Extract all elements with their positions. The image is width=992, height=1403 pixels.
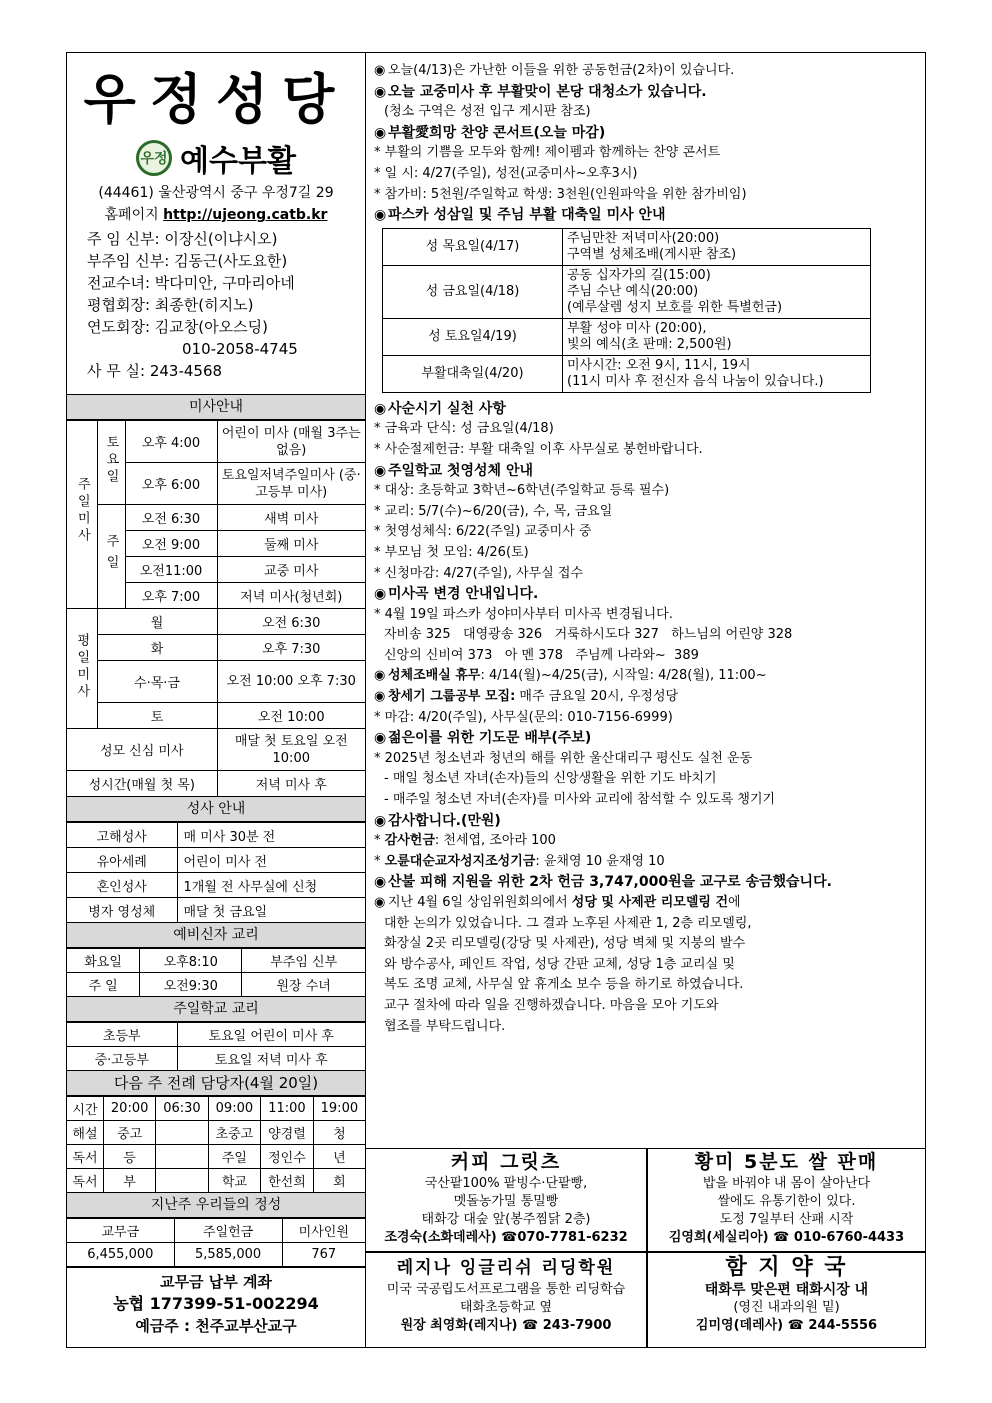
mass-title: 미사안내 bbox=[67, 395, 365, 420]
catechumen-table: 화요일 오후8:10 부주임 신부 주 일 오전9:30 원장 수녀 bbox=[67, 948, 365, 997]
weekday-mass-label: 평일미사 bbox=[67, 609, 97, 729]
staff-row: 사 무 실: 243-4568 bbox=[87, 362, 223, 380]
ad-coffee: 커피 그릿츠 국산팥100% 팥빙수·단팥빵, 멧돌농가밀 통밀빵 태화강 대숲 앞(봉주찜닭 2층) 조경숙(소화데레사) ☎070-7781-6232 bbox=[384, 1151, 628, 1245]
duty-row: 독서 부 학교 한선희 회 bbox=[67, 1169, 365, 1193]
staff-row: 전교수녀: 박다미안, 구마리아네 bbox=[87, 274, 295, 292]
theme-title: 예수부활 bbox=[180, 144, 296, 179]
sacrament-row: 유아세례 어린이 미사 전 bbox=[67, 848, 365, 873]
notice-offering: 오늘(4/13)은 가난한 이들을 위한 공동헌금(2차)이 있습니다. bbox=[388, 63, 735, 78]
staff-row: 연도회장: 김교창(아오스딩) bbox=[87, 318, 268, 336]
sacrament-title: 성사 안내 bbox=[67, 797, 365, 822]
staff-row: 주 임 신부: 이장신(이냐시오) bbox=[87, 230, 278, 248]
catechumen-title: 예비신자 교리 bbox=[67, 923, 365, 948]
sacrament-row: 고해성사 매 미사 30분 전 bbox=[67, 823, 365, 848]
mass-table: 주일미사 토요일 오후 4:00 어린이 미사 (매월 3주는 없음) 오후 6:00 토요일저녁주일미사 (중·고등부 미사) 주일 오전 6:30 새벽 미사 오전 9:00 둘째 미사 오전11:00 교중 미사 오후 7:00 저녁 미사(청년회) 평일미사 월 오전 6:30 화 오후 7:30 수·목·금 오전 10:00 오후 7:30 토 오전 10:00 성모 신심 미사 매달 첫 토요일 오전 10:00 성시간(매월 첫 목) 저녁 미사 후 bbox=[67, 420, 365, 797]
sunday-school-table: 초등부 토요일 어린이 미사 후 중·고등부 토요일 저녁 미사 후 bbox=[67, 1022, 365, 1071]
ad-rice: 황미 5분도 쌀 판매 밥을 바꿔야 내 몸이 살아난다 쌀에도 유통기한이 있다. 도정 7일부터 산패 시작 김영희(세실리아) ☎ 010-6760-4433 bbox=[668, 1151, 905, 1245]
account-box: 교무금 납부 계좌 농협 177399-51-002294 예금주 : 천주교부산교구 bbox=[67, 1267, 365, 1337]
homepage-link[interactable]: http://ujeong.catb.kr bbox=[163, 207, 328, 223]
offering-table: 교무금 주일헌금 미사인원 6,455,000 5,585,000 767 bbox=[67, 1218, 365, 1267]
sacrament-row: 병자 영성체 매달 첫 금요일 bbox=[67, 898, 365, 923]
notices-column: ◉ 오늘(4/13)은 가난한 이들을 위한 공동헌금(2차)이 있습니다. ◉ 오늘 교중미사 후 부활맞이 본당 대청소가 있습니다. (청소 구역은 성전 입구 게시판 참조) ◉ 부활愛희망 찬양 콘서트(오늘 마감) * 부활의 기쁨을 모두와 함께! 제이펨과 함께하는 찬양 콘서트 * 일 시: 4/27(주일), 성전(교중미사~오후3시) * 참가비: 5천원/주일학교 학생: 3천원(인원파악을 위한 참가비임) ◉ 파스카 성삼일 및 주님 부활 대축일 미사 안내 성 목요일(4/17) 주님만찬 저녁미사(20:00) 구역별 성체조배(게시판 참조) 성 금요일(4/18) 공동 십자가의 길(15:00) 주님 수난 예식(20:00) (예루살렘 성지 보호를 위한 특별헌금) 성 토요일4/19) 부활 성야 미사 (20:00), 빛의 예식(초 판매: 2,500원) 부활대축일(4/20) 미사시간: 오전 9시, 11시, 19시 (11시 미사 후 전신자 음식 나눔이 있습니다.) ◉ 사순시기 실천 사항 * 금육과 단식: 성 금요일(4/18) * 사순절제헌금: 부활 대축일 이후 사무실로 봉헌바랍니다. ◉ 주일학교 첫영성체 안내 * 대상: 초등학교 3학년~6학년(주일학교 등록 필수) * 교리: 5/7(수)~6/20(금), 수, 목, 금요일 * 첫영성체식: 6/22(주일) 교중미사 중 * 부모님 첫 모임: 4/26(토) * 신청마감: 4/27(주일), 사무실 접수 ◉ 미사곡 변경 안내입니다. * 4월 19일 파스카 성야미사부터 미사곡 변경됩니다. 자비송 325 대영광송 326 거룩하시도다 327 하느님의 어린양 328 신앙의 신비여 373 아 멘 378 주님께 나라와~ 389 ◉ 성체조배실 휴무: 4/14(월)~4/25(금), 시작일: 4/28(월), 11:00~ ◉ 창세기 그룹공부 모집: 매주 금요일 20시, 우정성당 * 마감: 4/20(주일), 사무실(문의: 010-7156-6999) ◉ 젊은이를 위한 기도문 배부(주보) * 2025년 청소년과 청년의 해를 위한 울산대리구 평신도 실천 운동 - 매일 청소년 자녀(손자)들의 신앙생활을 위한 기도 바치기 - 매주일 청소년 자녀(손자)를 미사와 교리에 참석할 수 있도록 챙기기 ◉ 감사합니다.(만원) * 감사헌금: 천세엽, 조아라 100 * 오륜대순교자성지조성기금: 윤채영 10 윤재영 10 ◉ 산불 피해 지원을 위한 2차 헌금 3,747,000원을 교구로 송금했습니다. ◉ 지난 4월 6일 상임위원회의에서 성당 및 사제관 리모델링 건에 대한 논의가 있었습니다. 그 결과 노후된 사제관 1, 2층 리모델링, 화장실 2곳 리모델링(강당 및 사제관), 성당 벽체 및 지붕의 발수 와 방수공사, 페인트 작업, 성당 간판 교체, 성당 1층 교리실 및 복도 조명 교체, 사무실 앞 휴게소 보수 등을 하기로 하였습니다. 교구 절차에 따라 일을 진행하겠습니다. 마음을 모아 기도와 협조를 부탁드립니다. bbox=[366, 53, 926, 1148]
offering-title: 지난주 우리들의 정성 bbox=[67, 1193, 365, 1218]
staff-row: 평협회장: 최종한(히지노) bbox=[87, 296, 254, 314]
sacrament-table bbox=[67, 822, 365, 923]
ad-english: 레지나 잉글리쉬 리딩학원 미국 국공립도서프로그램을 통한 리딩학습 태화초등학교 옆 원장 최영화(레지나) ☎ 243-7900 bbox=[386, 1258, 626, 1333]
left-column bbox=[67, 53, 366, 1347]
ad-pharmacy: 함 지 약 국 태화루 맞은편 태화시장 내 (영진 내과의원 밑) 김미영(데레사) ☎ 244-5556 bbox=[695, 1255, 878, 1333]
duty-row: 독서 등 주일 정인수 년 bbox=[67, 1145, 365, 1169]
parish-title: 우정성당 bbox=[83, 68, 349, 131]
duty-title: 다음 주 전례 담당자(4월 20일) bbox=[67, 1071, 365, 1096]
ads-area bbox=[366, 1148, 926, 1348]
staff-row: 부주임 신부: 김동근(사도요한) bbox=[87, 252, 288, 270]
sunday-school-title: 주일학교 교리 bbox=[67, 997, 365, 1022]
address: (44461) 울산광역시 중구 우정7길 29 bbox=[98, 185, 334, 201]
easter-row: 성 금요일(4/18) 공동 십자가의 길(15:00) 주님 수난 예식(20:00) (예루살렘 성지 보호를 위한 특별헌금) bbox=[383, 265, 871, 318]
bulletin-page bbox=[66, 52, 926, 1348]
homepage: 홈페이지 http://ujeong.catb.kr bbox=[104, 207, 328, 223]
easter-row: 부활대축일(4/20) 미사시간: 오전 9시, 11시, 19시 (11시 미사 후 전신자 음식 나눔이 있습니다.) bbox=[383, 355, 871, 392]
parish-logo-icon: 우정 bbox=[136, 140, 172, 176]
sacrament-row: 혼인성사 1개월 전 사무실에 신청 bbox=[67, 873, 365, 898]
easter-table bbox=[382, 228, 871, 393]
staff-list bbox=[87, 228, 365, 382]
staff-row: 010-2058-4745 bbox=[182, 340, 298, 358]
duty-row: 해설 중고 초중고 양경렬 청 bbox=[67, 1121, 365, 1145]
easter-row: 성 목요일(4/17) 주님만찬 저녁미사(20:00) 구역별 성체조배(게시판 참조) bbox=[383, 228, 871, 265]
easter-row: 성 토요일4/19) 부활 성야 미사 (20:00), 빛의 예식(초 판매: 2,500원) bbox=[383, 318, 871, 355]
header bbox=[67, 57, 365, 395]
duty-table: 시간 20:00 06:30 09:00 11:00 19:00 해설 중고 초중고 양경렬 청 독서 등 주일 정인수 년 독서 부 학교 한선희 회 bbox=[67, 1096, 365, 1193]
sunday-mass-label: 주일미사 bbox=[67, 421, 97, 609]
